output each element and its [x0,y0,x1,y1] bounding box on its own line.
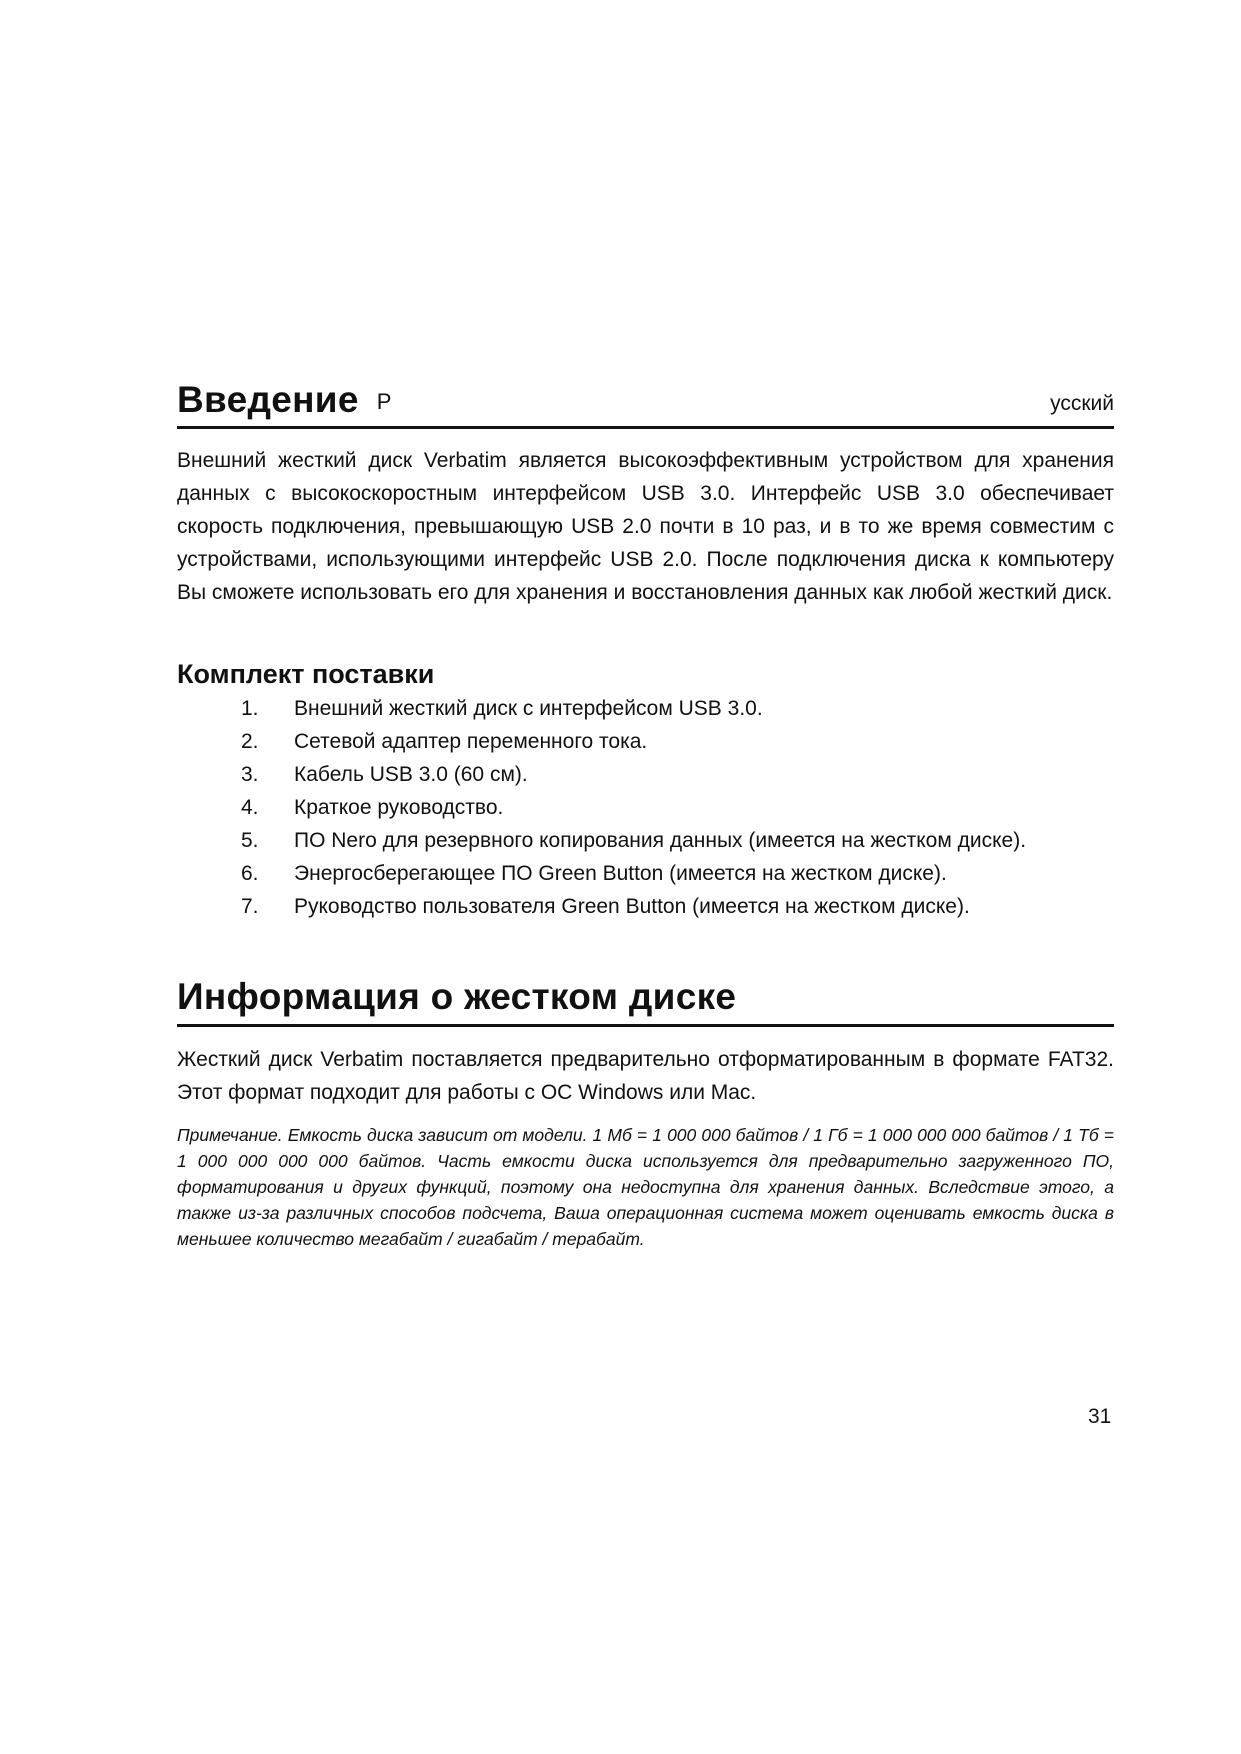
disk-info-title: Информация о жестком диске [177,976,737,1017]
list-item-text: ПО Nero для резервного копирования данных (имеется на жестком диске). [294,829,1027,852]
disk-info-divider [177,1024,1114,1027]
intro-title-marker: Р [376,389,392,414]
capacity-note: Примечание. Емкость диска зависит от модели. 1 Мб = 1 000 000 байтов / 1 Гб = 1 000 000 000 байтов / 1 Тб = 1 000 000 000 000 байтов. Часть емкости диска используется для предварительно загруженного ПО, форматирования и других функций, поэтому она недоступна для хранения данных. Вследствие этого, а также из-за различных способов подсчета, Ваша операционная система может оценивать емкость диска в меньшее количество мегабайт / гигабайт / терабайт. [177,1125,1114,1249]
list-item-number: 2. [241,730,259,753]
intro-title-text: Введение [177,379,359,420]
list-item-number: 7. [241,895,259,918]
list-item [177,857,1114,890]
disk-info-header [177,975,1114,1019]
intro-title [177,378,1114,424]
language-label: усский [1050,392,1114,415]
list-item [177,791,1114,824]
list-item-number: 6. [241,862,259,885]
list-item-number: 5. [241,829,259,852]
list-item-text: Краткое руководство. [294,796,504,819]
list-item-text: Руководство пользователя Green Button (имеется на жестком диске). [294,895,970,918]
list-item [177,725,1114,758]
intro-header [177,378,1114,424]
list-item-text: Кабель USB 3.0 (60 см). [294,763,528,786]
package-list [177,692,1114,923]
page-number: 31 [1088,1405,1112,1428]
list-item-number: 1. [241,697,259,720]
intro-divider [177,426,1114,429]
list-item [177,890,1114,923]
list-item-text: Сетевой адаптер переменного тока. [294,730,648,753]
list-item-number: 3. [241,763,259,786]
list-item [177,692,1114,725]
intro-paragraph: Внешний жесткий диск Verbatim является высокоэффективным устройством для хранения данных с высокоскоростным интерфейсом USB 3.0. Интерфейс USB 3.0 обеспечивает скорость подключения, превышающую USB 2.0 почти в 10 раз, и в то же время совместим с устройствами, использующими интерфейс USB 2.0. После подключения диска к компьютеру Вы сможете использовать его для хранения и восстановления данных как любой жесткий диск. [177,449,1114,604]
list-item-text: Энергосберегающее ПО Green Button (имеется на жестком диске). [294,862,947,885]
list-item-number: 4. [241,796,259,819]
list-item-text: Внешний жесткий диск с интерфейсом USB 3.0. [294,697,763,720]
list-item [177,758,1114,791]
list-item [177,824,1114,857]
disk-info-paragraph: Жесткий диск Verbatim поставляется предварительно отформатированным в формате FAT32. Этот формат подходит для работы с ОС Windows или Mac. [177,1048,1114,1104]
package-title: Комплект поставки [177,659,435,689]
